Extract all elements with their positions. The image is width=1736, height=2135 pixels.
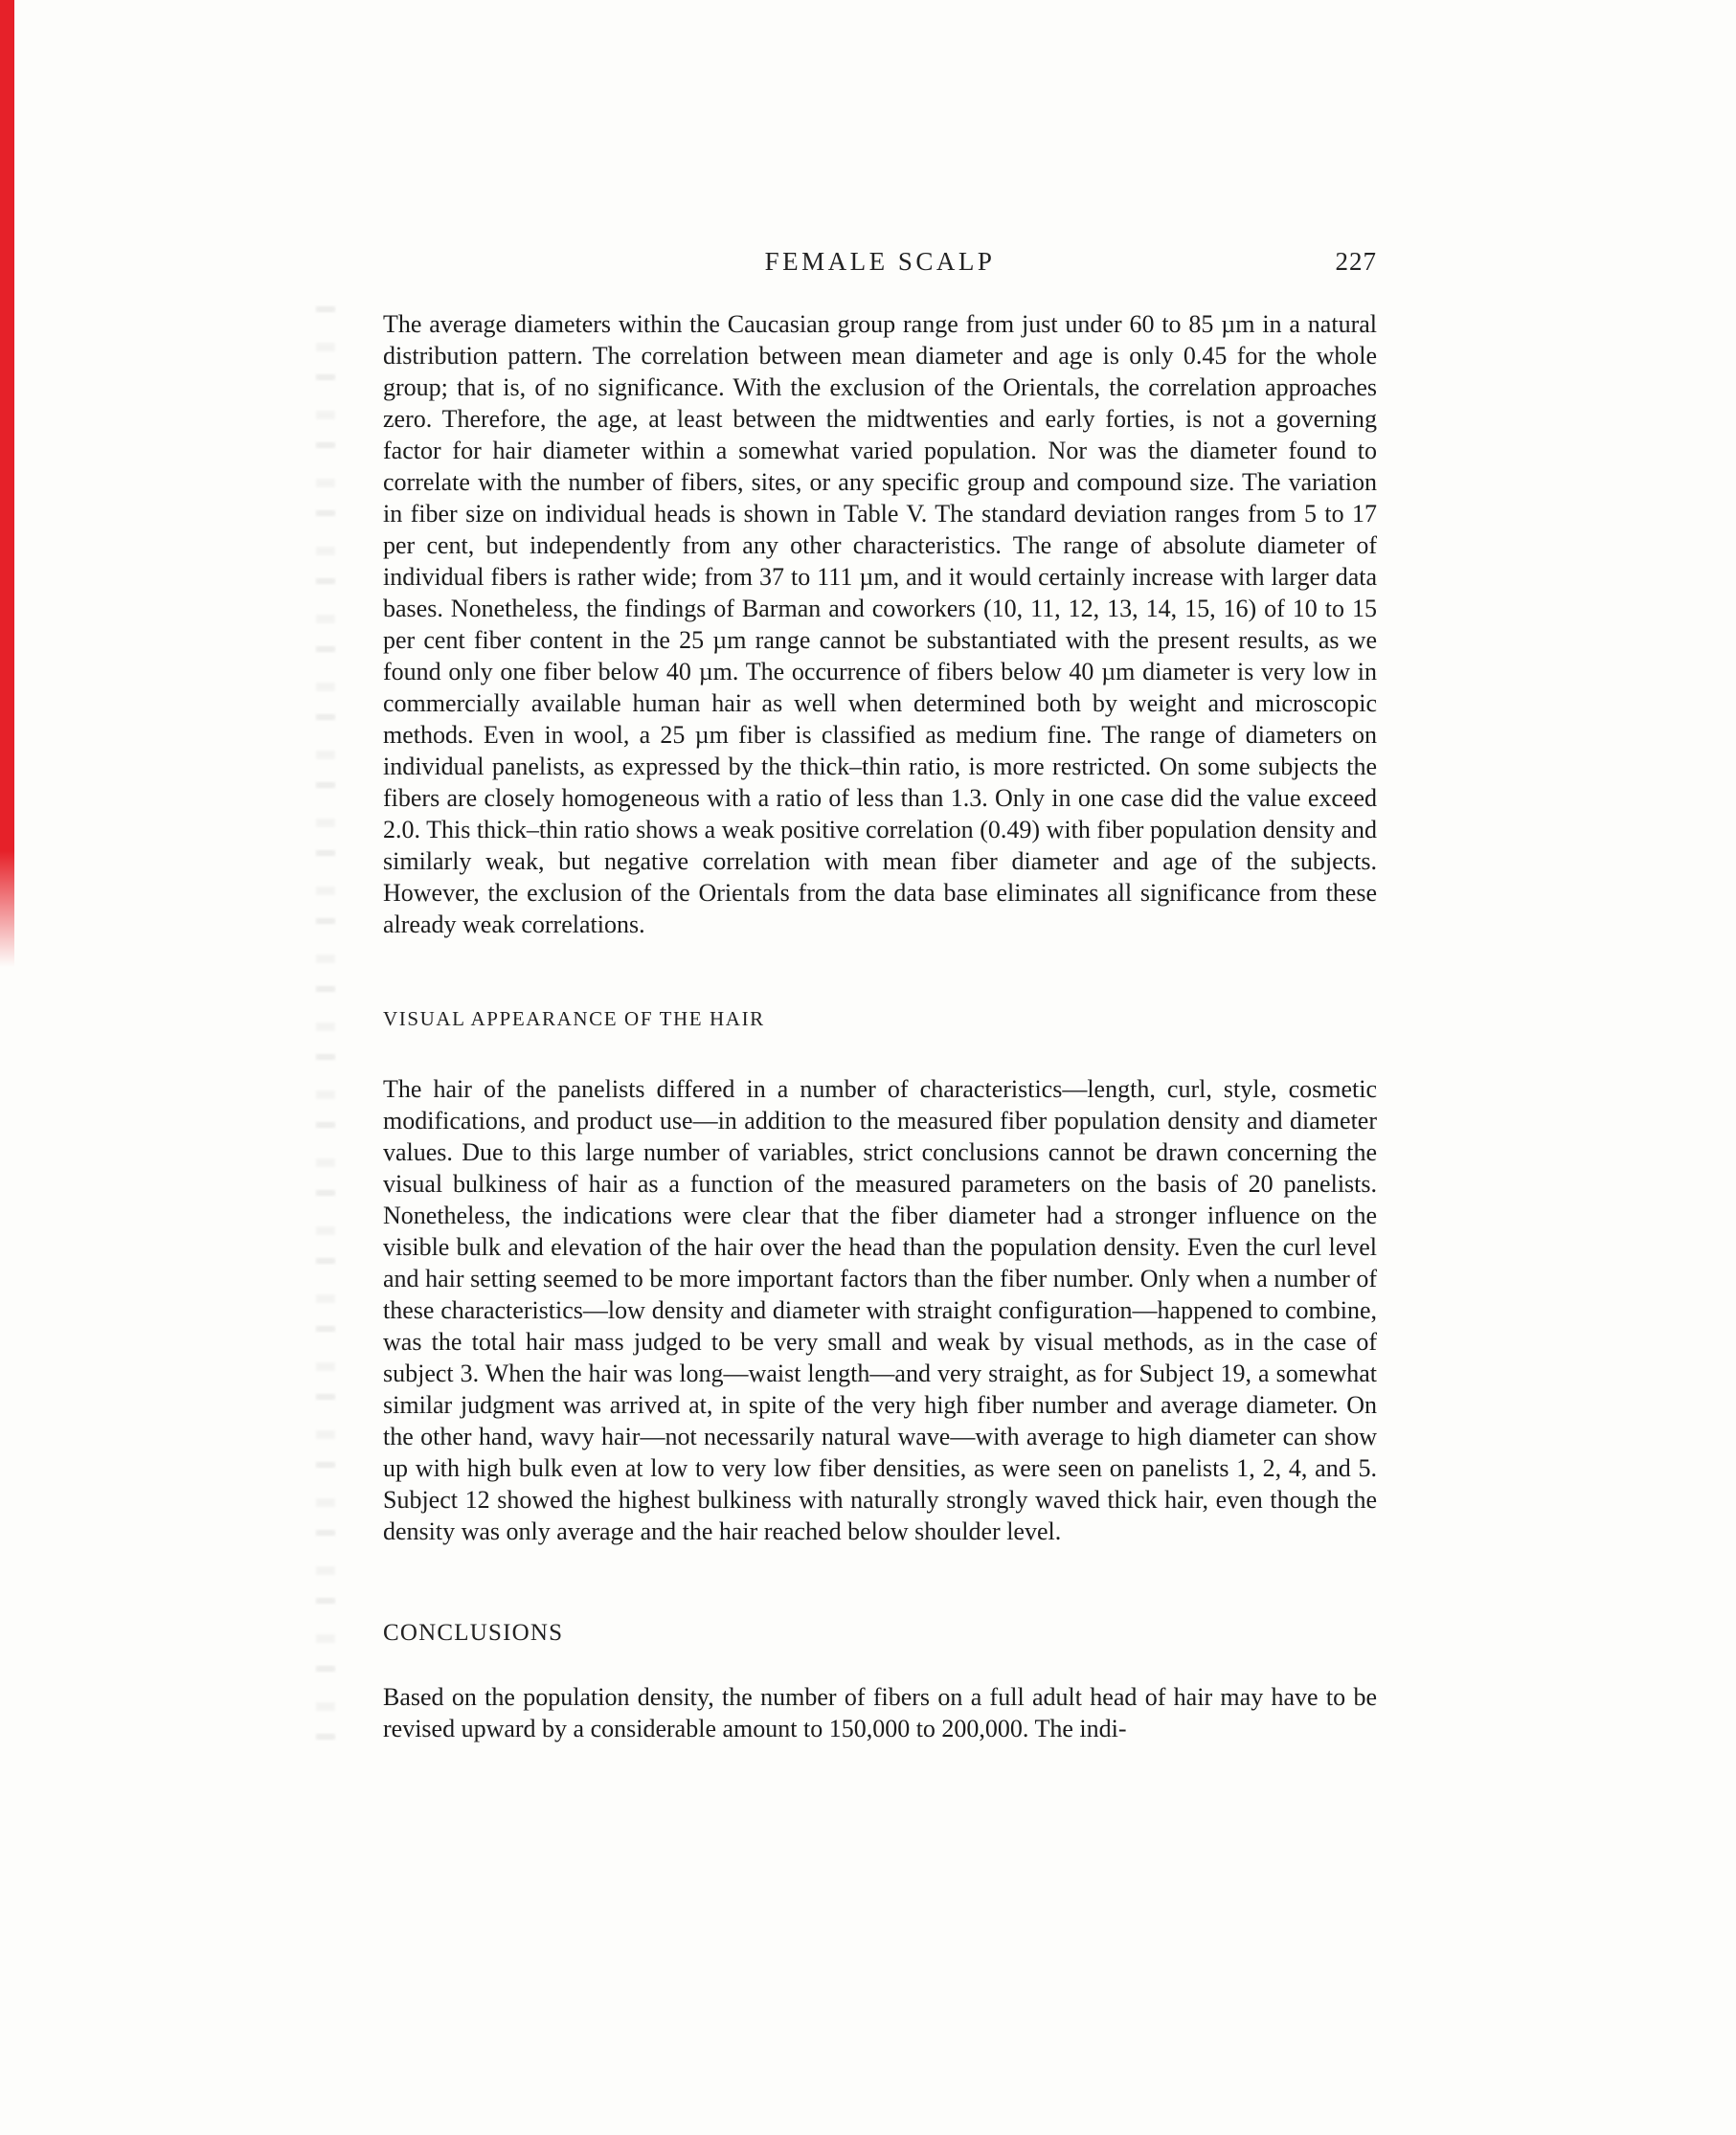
scan-margin-noise [316,306,335,1762]
conclusions-paragraph: Based on the population density, the number of fibers on a full adult head of hair may have to be revised upward by a considerable amount to 150,000 to 200,000. The indi- [383,1683,1377,1742]
section-heading-conclusions: CONCLUSIONS [383,1620,564,1646]
scan-edge-artifact [0,0,14,967]
page-number: 227 [1335,247,1377,276]
page-title: FEMALE SCALP [764,247,996,276]
running-head [383,247,1377,280]
visual-appearance-paragraph: The hair of the panelists differed in a number of characteristics—length, curl, style, cosmetic modifications, and product use—in addition to the measured fiber population density and diameter values. Due to this large number of variables, strict conclusions cannot be drawn concerning the visual bulkiness of hair as a function of the measured parameters on the basis of 20 panelists. Nonetheless, the indications were clear that the fiber diameter had a stronger influence on the visible bulk and elevation of the hair over the head than the population density. Even the curl level and hair setting seemed to be more important factors than the fiber number. Only when a number of these characteristics—low density and diameter with straight configuration—happened to combine, was the total hair mass judged to be very small and weak by visual methods, as in the case of subject 3. When the hair was long—waist length—and very straight, as for Subject 19, a somewhat similar judgment was arrived at, in spite of the very high fiber number and average diameter. On the other hand, wavy hair—not necessarily natural wave—with average to high diameter can show up with high bulk even at low to very low fiber densities, as were seen on panelists 1, 2, 4, and 5. Subject 12 showed the highest bulkiness with naturally strongly waved thick hair, even though the density was only average and the hair reached below shoulder level. [383,1075,1377,1545]
section-heading-visual-appearance: VISUAL APPEARANCE OF THE HAIR [383,1007,765,1030]
page-content [383,247,1377,1744]
intro-paragraph: The average diameters within the Caucasian group range from just under 60 to 85 µm in a natural distribution pattern. The correlation between mean diameter and age is only 0.45 for the whole group; that is, of no significance. With the exclusion of the Orientals, the correlation approaches zero. Therefore, the age, at least between the midtwenties and early forties, is not a governing factor for hair diameter within a somewhat varied population. Nor was the diameter found to correlate with the number of fibers, sites, or any specific group and compound size. The variation in fiber size on individual heads is shown in Table V. The standard deviation ranges from 5 to 17 per cent, but independently from any other characteristics. The range of absolute diameter of individual fibers is rather wide; from 37 to 111 µm, and it would certainly increase with larger data bases. Nonetheless, the findings of Barman and coworkers (10, 11, 12, 13, 14, 15, 16) of 10 to 15 per cent fiber content in the 25 µm range cannot be substantiated with the present results, as we found only one fiber below 40 µm. The occurrence of fibers below 40 µm diameter is very low in commercially available human hair as well when determined both by weight and microscopic methods. Even in wool, a 25 µm fiber is classified as medium fine. The range of diameters on individual panelists, as expressed by the thick–thin ratio, is more restricted. On some subjects the fibers are closely homogeneous with a ratio of less than 1.3. Only in one case did the value exceed 2.0. This thick–thin ratio shows a weak positive correlation (0.49) with fiber population density and similarly weak, but negative correlation with mean fiber diameter and age of the subjects. However, the exclusion of the Orientals from the data base eliminates all significance from these already weak correlations. [383,310,1377,938]
